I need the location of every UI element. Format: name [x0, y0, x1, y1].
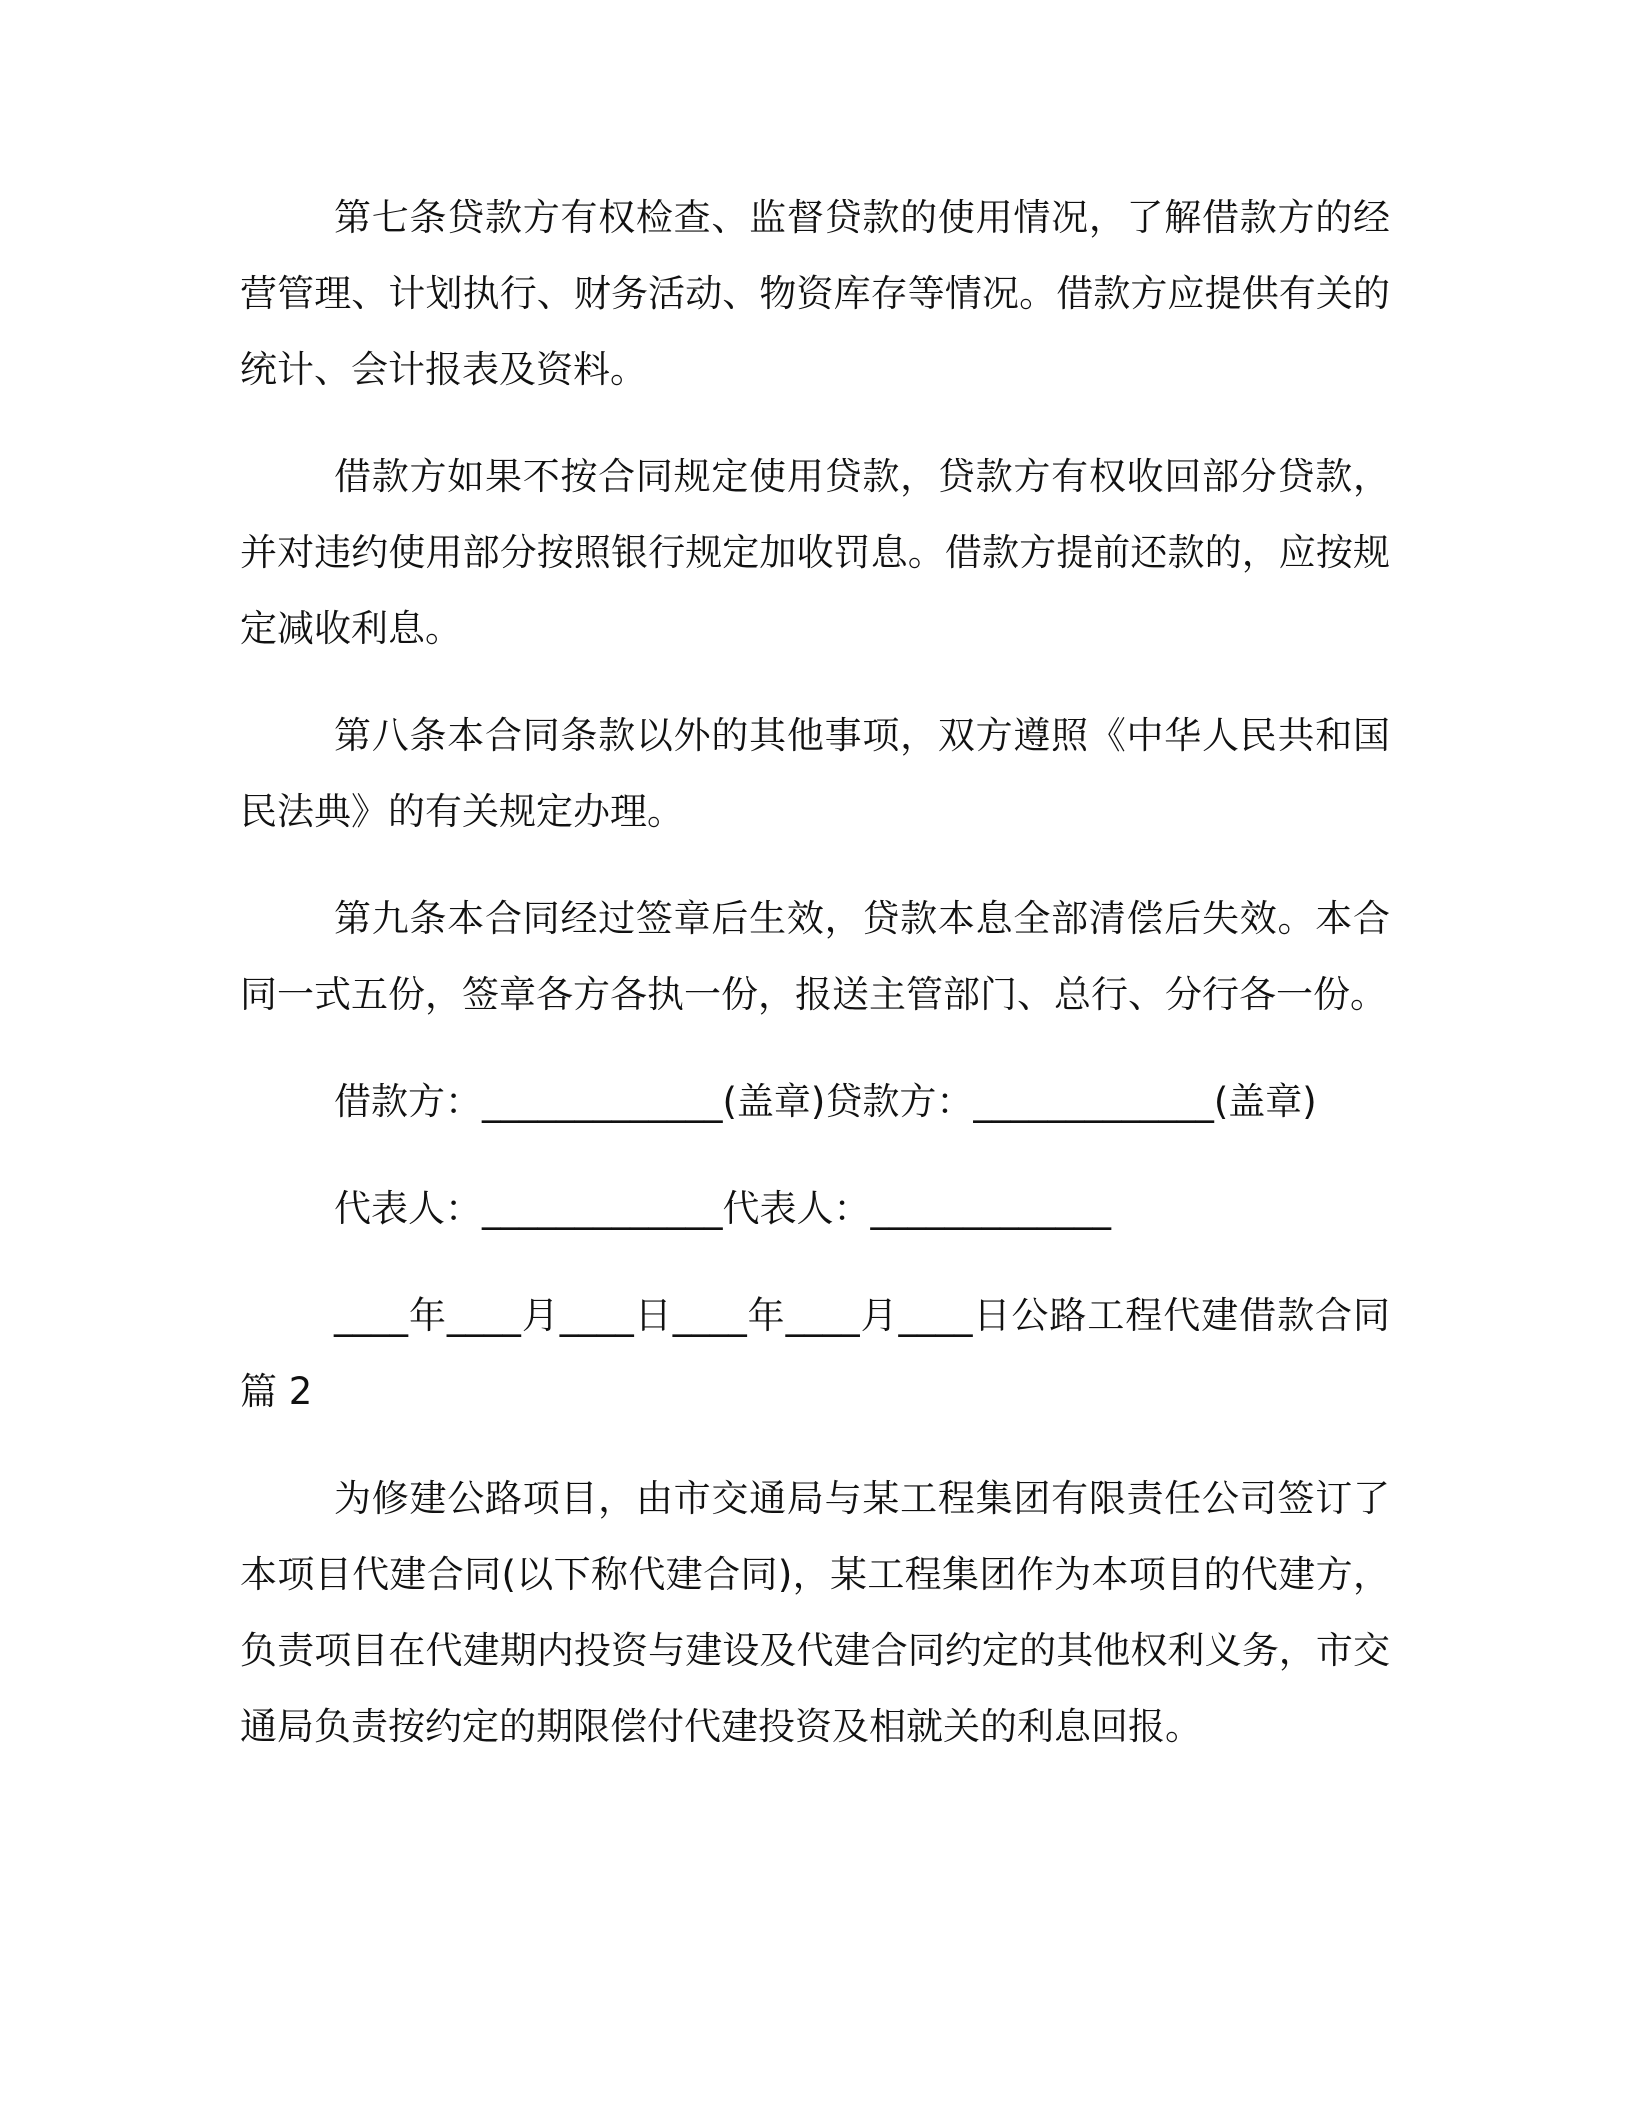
document-page: [240, 180, 1390, 1765]
signature-line-parties: 借款方：_____________(盖章)贷款方：_____________(盖章): [334, 1080, 1317, 1123]
paragraph-loan-misuse: 借款方如果不按合同规定使用贷款，贷款方有权收回部分贷款，并对违约使用部分按照银行规定加收罚息。借款方提前还款的，应按规定减收利息。: [240, 455, 1390, 650]
signature-line-representatives: 代表人：_____________代表人：_____________: [334, 1187, 1111, 1230]
paragraph-article-8: 第八条本合同条款以外的其他事项，双方遵照《中华人民共和国民法典》的有关规定办理。: [240, 714, 1390, 833]
paragraph-article-9: 第九条本合同经过签章后生效，贷款本息全部清偿后失效。本合同一式五份，签章各方各执一份，报送主管部门、总行、分行各一份。: [240, 897, 1390, 1016]
paragraph-article-7: 第七条贷款方有权检查、监督贷款的使用情况，了解借款方的经营管理、计划执行、财务活动、物资库存等情况。借款方应提供有关的统计、会计报表及资料。: [240, 196, 1390, 391]
paragraph-contract-2-intro: 为修建公路项目，由市交通局与某工程集团有限责任公司签订了本项目代建合同(以下称代建合同)，某工程集团作为本项目的代建方，负责项目在代建期内投资与建设及代建合同约定的其他权利义务，市交通局负责按约定的期限偿付代建投资及相就关的利息回报。: [240, 1477, 1390, 1748]
date-line-and-contract-title: ____年____月____日____年____月____日公路工程代建借款合同 篇 2: [240, 1294, 1390, 1413]
